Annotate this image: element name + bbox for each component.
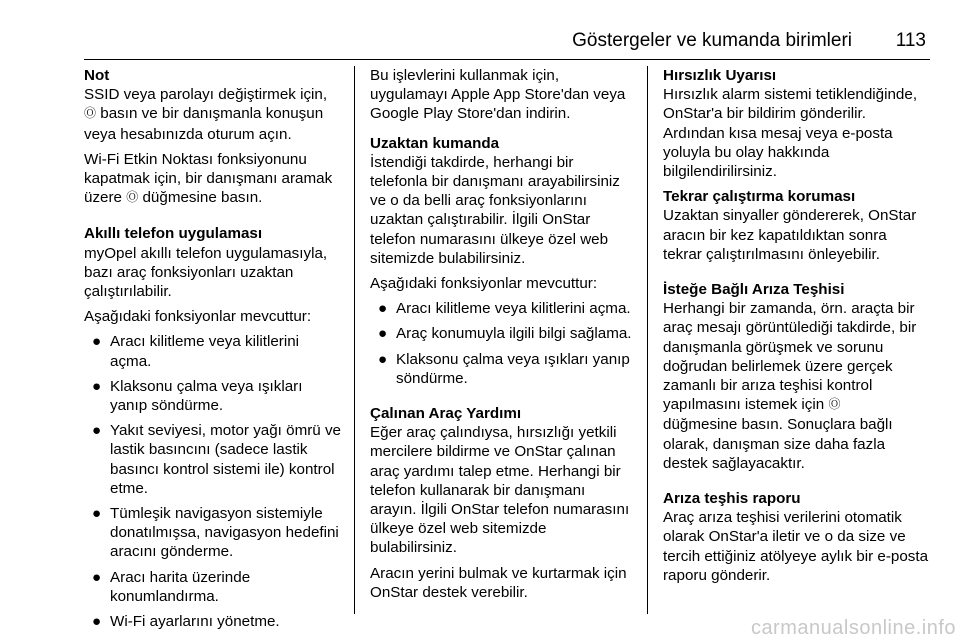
- list-item: ● Klaksonu çalma veya ışıkları yanıp söndürme.: [92, 377, 303, 415]
- note-paragraph: [84, 85, 342, 144]
- column-divider: [354, 66, 355, 614]
- page-header: [84, 28, 930, 58]
- stolen-vehicle-heading: Çalınan Araç Yardımı: [370, 405, 522, 423]
- bullet-icon: ●: [92, 377, 102, 395]
- bullet-icon: ●: [378, 325, 388, 343]
- note-text: SSID veya parolayı değiştirmek için,: [84, 86, 328, 104]
- note-text: basın ve bir danışmanla konuşun veya hesabınızda oturum açın.: [84, 105, 324, 143]
- smartphone-heading: Akıllı telefon uygulaması: [84, 225, 263, 243]
- functions-intro: Aşağıdaki fonksiyonlar mevcuttur:: [84, 308, 312, 326]
- wifi-text: Wi-Fi Etkin Noktası fonksiyonunu kapatmak için, bir danışmanı aramak üzere: [84, 150, 333, 207]
- list-item: ● Aracı harita üzerinde konumlandırma.: [92, 568, 251, 605]
- diagnostics-report-paragraph: Araç arıza teşhisi verilerini otomatik olarak OnStar'a iletir ve o da size ve tercih ettiğiniz atölyeye aylık bir e-posta raporu gönderir.: [663, 509, 929, 584]
- diagnostics-report-heading: Arıza teşhis raporu: [663, 490, 801, 508]
- wifi-text: düğmesine basın.: [142, 189, 263, 207]
- restart-protection-paragraph: Uzaktan sinyaller göndererek, OnStar aracın bir kez kapatıldıktan sonra tekrar çalıştırılmasını önleyebilir.: [663, 207, 917, 263]
- onstar-button-icon: Ⓞ: [126, 190, 139, 205]
- column-left: [84, 66, 342, 637]
- function-list: [84, 332, 342, 631]
- onstar-button-icon: Ⓞ: [84, 106, 97, 121]
- list-item: ● Tümleşik navigasyon sistemiyle donatılmışsa, navigasyon hedefini aracını gönderme.: [92, 505, 339, 561]
- theft-alert-heading: Hırsızlık Uyarısı: [663, 67, 777, 84]
- smartphone-paragraph: myOpel akıllı telefon uygulamasıyla, bazı araç fonksiyonları uzaktan çalıştırılabilir.: [84, 244, 328, 301]
- wifi-paragraph: [84, 150, 342, 209]
- bullet-icon: ●: [92, 613, 102, 631]
- list-item: ● Aracı kilitleme veya kilitlerini açma.: [92, 333, 300, 370]
- note-heading: Not: [84, 67, 110, 84]
- header-divider: [84, 59, 930, 60]
- onstar-button-icon: Ⓞ: [828, 397, 841, 412]
- bullet-icon: ●: [378, 300, 388, 318]
- diagnostics-paragraph: [663, 299, 929, 473]
- column-middle: [370, 66, 633, 608]
- stolen-vehicle-paragraph: Eğer araç çalındıysa, hırsızlığı yetkili mercilere bildirme ve OnStar çalınan araç yardımı talep etme. Herhangi bir telefon kullanarak bir danışmanı arayın. İlgili OnStar telefon numarasını ülkeye özel web sitemizde bulabilirsiniz.: [370, 424, 630, 557]
- locate-paragraph: Aracın yerini bulmak ve kurtarmak için OnStar destek verebilir.: [370, 564, 627, 601]
- diagnostics-heading: İsteğe Bağlı Arıza Teşhisi: [663, 281, 845, 299]
- page-number: 113: [895, 30, 926, 51]
- bullet-icon: ●: [378, 350, 388, 368]
- bullet-icon: ●: [92, 422, 102, 440]
- list-item: ● Klaksonu çalma veya ışıkları yanıp söndürme.: [378, 350, 630, 387]
- restart-protection-heading: Tekrar çalıştırma koruması: [663, 188, 856, 206]
- bullet-icon: ●: [92, 505, 102, 523]
- diagnostics-text: düğmesine basın. Sonuçlara bağlı olarak, danışman size daha fazla destek sağlayacaktır.: [663, 416, 893, 472]
- watermark: carmanualsonline.info: [750, 617, 956, 639]
- remote-heading: Uzaktan kumanda: [370, 134, 500, 152]
- functions-intro: Aşağıdaki fonksiyonlar mevcuttur:: [370, 275, 598, 293]
- list-item: ● Yakıt seviyesi, motor yağı ömrü ve lastik basıncını (sadece lastik basıncı kontrol sistemi ile) kontrol etme.: [92, 422, 341, 497]
- bullet-icon: ●: [92, 333, 102, 351]
- page-title: Göstergeler ve kumanda birimleri: [572, 30, 852, 51]
- remote-paragraph: İstendiği takdirde, herhangi bir telefonla bir danışmanı arayabilirsiniz ve o da belli araç fonksiyonlarını uzaktan çalıştırabilir. İlgili OnStar telefon numarasını ülkeye özel web sitemizde bulabilirsiniz.: [370, 153, 620, 267]
- list-item: ● Aracı kilitleme veya kilitlerini açma.: [378, 300, 631, 318]
- list-item: ● Wi-Fi ayarlarını yönetme.: [92, 613, 280, 631]
- column-divider: [647, 66, 648, 614]
- bullet-icon: ●: [92, 568, 102, 586]
- app-download-paragraph: Bu işlevlerini kullanmak için, uygulamayı Apple App Store'dan veya Google Play Store'dan indirin.: [370, 67, 626, 123]
- list-item: ● Araç konumuyla ilgili bilgi sağlama.: [378, 325, 632, 343]
- diagnostics-text: Herhangi bir zamanda, örn. araçta bir araç mesajı görüntülediği takdirde, bir danışmanla görüşmek ve sorunu doğrudan belirlemek üzere gerçek zamanlı bir arıza teşhisi kontrol yapılmasını istemek için: [663, 300, 917, 414]
- function-list: [370, 299, 633, 388]
- column-right: [663, 66, 929, 591]
- theft-alert-paragraph: Hırsızlık alarm sistemi tetiklendiğinde, OnStar'a bir bildirim gönderilir. Ardından kısa mesaj veya e-posta yoluyla bu olay hakkında bilgilendirilirsiniz.: [663, 86, 918, 181]
